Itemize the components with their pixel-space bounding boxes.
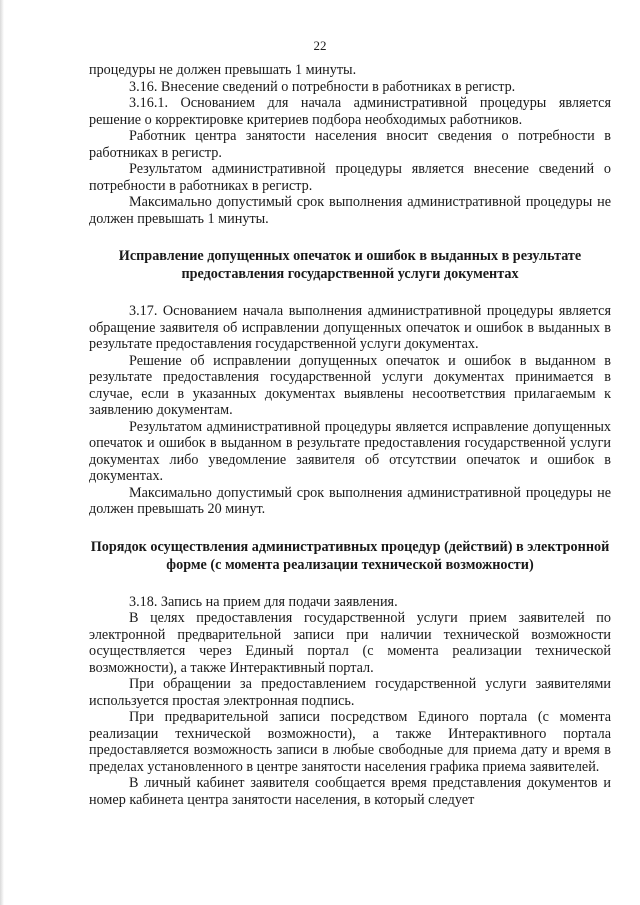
paragraph-result-3-16: Результатом административной процедуры является внесение сведений о потребности в работниках в регистр. xyxy=(89,161,611,194)
paragraph-3-16: 3.16. Внесение сведений о потребности в работниках в регистр. xyxy=(129,78,516,95)
paragraph-preliminary-booking: При предварительной записи посредством Единого портала (с момента реализации технической возможности), а также Интерактивного портала предоставляется возможность записи в любые свободные для приема дату и время в пределах установленного в центре занятости населения графика приема заявителей. xyxy=(89,709,611,775)
paragraph-max-time-3-16: Максимально допустимый срок выполнения административной процедуры не должен превышать 1 минуты. xyxy=(89,194,611,227)
paragraph-worker-entry: Работник центра занятости населения вносит сведения о потребности в работниках в регистр. xyxy=(89,128,611,161)
paragraph-simple-signature: При обращении за предоставлением государственной услуги заявителями используется простая электронная подпись. xyxy=(89,676,611,709)
paragraph-continuation: процедуры не должен превышать 1 минуты. xyxy=(89,62,357,78)
paragraph-personal-cabinet: В личный кабинет заявителя сообщается время представления документов и номер кабинета центра занятости населения, в который следует xyxy=(89,775,611,808)
paragraph-correction-decision: Решение об исправлении допущенных опечаток и ошибок в выданном в результате предоставления государственной услуги документах принимается в случае, если в указанных документах выявлены несоответствия прилагаемым к заявлению документам. xyxy=(89,352,611,418)
paragraph-3-17: 3.17. Основанием начала выполнения административной процедуры является обращение заявителя об исправлении допущенных опечаток и ошибок в выданных в результате предоставления государственной услуги документах. xyxy=(89,303,611,352)
paragraph-max-time-3-17: Максимально допустимый срок выполнения административной процедуры не должен превышать 20 минут. xyxy=(89,484,611,517)
scan-edge xyxy=(0,0,4,905)
document-body xyxy=(89,62,611,808)
section-heading-corrections: Исправление допущенных опечаток и ошибок в выданных в результате предоставления государственной услуги документах xyxy=(118,248,582,282)
section-heading-electronic: Порядок осуществления административных процедур (действий) в электронной форме (с момента реализации технической возможности) xyxy=(90,538,610,573)
paragraph-electronic-appointment: В целях предоставления государственной услуги прием заявителей по электронной предварительной записи при наличии технической возможности осуществляется через Единый портал (с момента реализации технической возможности), а также Интерактивный портал. xyxy=(89,610,611,676)
paragraph-result-3-17: Результатом административной процедуры является исправление допущенных опечаток и ошибок в выданном в результате предоставления государственной услуги документах либо уведомление заявителя об отсутствии опечаток и ошибок в документах. xyxy=(89,418,611,484)
paragraph-3-18: 3.18. Запись на прием для подачи заявления. xyxy=(129,593,398,610)
page-number: 22 xyxy=(313,38,327,53)
paragraph-3-16-1: 3.16.1. Основанием для начала административной процедуры является решение о корректировке критериев подбора необходимых работников. xyxy=(89,95,611,128)
